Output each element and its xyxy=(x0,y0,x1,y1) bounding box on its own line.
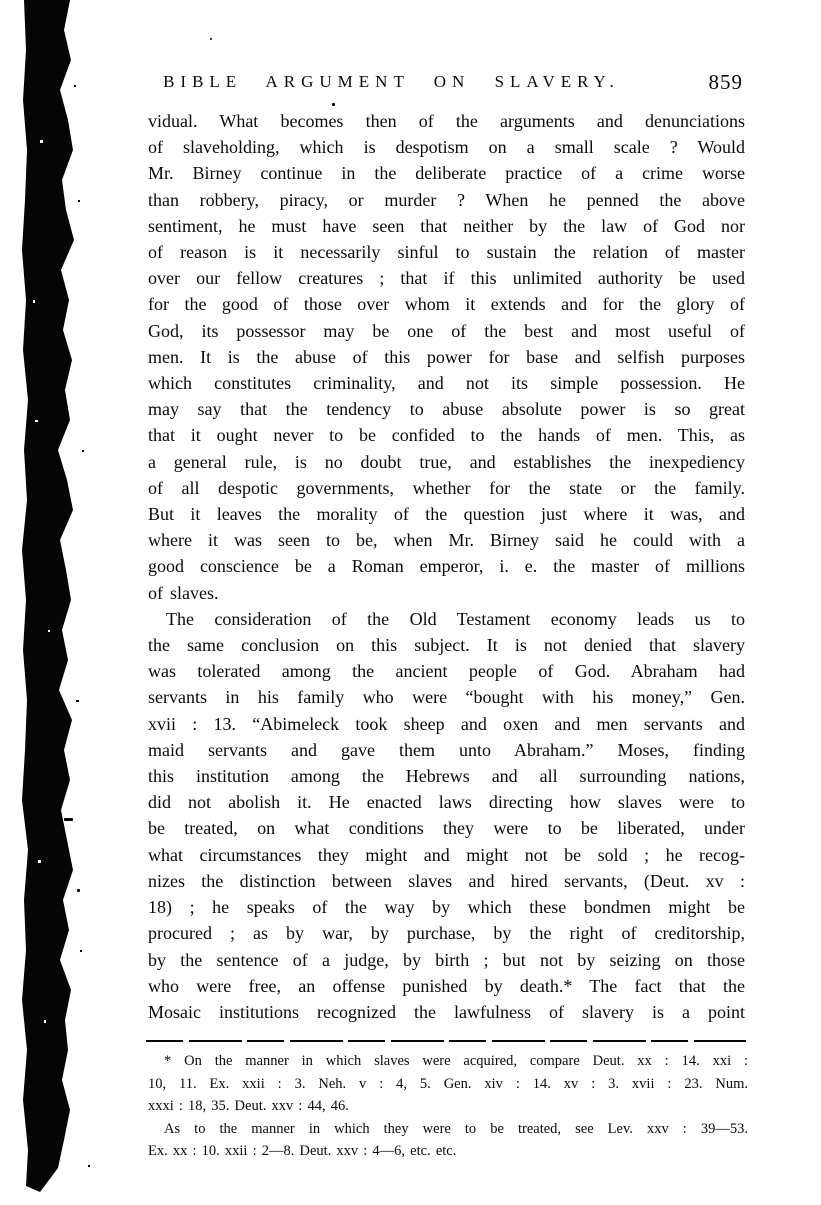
text-line: this institution among the Hebrews and all surrounding nations, xyxy=(148,766,745,787)
text-line: may say that the tendency to abuse absolute power is so great xyxy=(148,399,745,420)
text-line: for the good of those over whom it extends and for the glory of xyxy=(148,294,745,315)
text-line: procured ; as by war, by purchase, by the right of creditorship, xyxy=(148,923,745,944)
text-line: of reason is it necessarily sinful to sustain the relation of master xyxy=(148,242,745,263)
text-line: over our fellow creatures ; that if this unlimited authority be used xyxy=(148,268,745,289)
binding-gutter-shadow xyxy=(0,0,110,1200)
text-line: The consideration of the Old Testament economy leads us to xyxy=(166,608,745,629)
text-line: by the sentence of a judge, by birth ; but not by seizing on those xyxy=(148,949,745,970)
text-line: God, its possessor may be one of the best and most useful of xyxy=(148,320,745,341)
footnote-block xyxy=(148,1050,748,1163)
paragraph-old-testament xyxy=(148,606,745,1025)
scan-noise xyxy=(332,103,335,106)
text-line: 10, 11. Ex. xxii : 3. Neh. v : 4, 5. Gen. xiv : 14. xv : 3. xvii : 23. Num. xyxy=(148,1075,748,1092)
running-head xyxy=(148,70,745,96)
text-line: that it ought never to be confided to the hands of men. This, as xyxy=(148,425,745,446)
text-line: 18) ; he speaks of the way by which these bondmen might be xyxy=(148,897,745,918)
footnote-treated xyxy=(148,1118,748,1163)
text-line: vidual. What becomes then of the arguments and denunciations xyxy=(148,111,745,131)
body-text-column xyxy=(148,108,745,1025)
text-line: servants in his family who were “bought with his money,” Gen. xyxy=(148,687,745,708)
page-title: BIBLE ARGUMENT ON SLAVERY. xyxy=(163,72,620,91)
text-line: good conscience be a Roman emperor, i. e. the master of millions xyxy=(148,556,745,577)
text-line: was tolerated among the ancient people of God. Abraham had xyxy=(148,661,745,682)
text-line: of slaves. xyxy=(148,582,219,603)
text-line: what circumstances they might and might not be sold ; he recog- xyxy=(148,844,745,865)
text-line: of all despotic governments, whether for the state or the family. xyxy=(148,477,745,498)
page-number: 859 xyxy=(708,70,743,94)
text-line: did not abolish it. He enacted laws directing how slaves were to xyxy=(148,792,745,813)
scan-noise xyxy=(77,889,80,892)
text-line: be treated, on what conditions they were to be liberated, under xyxy=(148,818,745,839)
text-line: xxxi : 18, 35. Deut. xxv : 44, 46. xyxy=(148,1098,349,1115)
scan-noise xyxy=(64,818,73,821)
text-line: men. It is the abuse of this power for base and selfish purposes xyxy=(148,346,745,367)
text-line: who were free, an offense punished by death.* The fact that the xyxy=(148,975,745,996)
text-line: where it was seen to be, when Mr. Birney said he could with a xyxy=(148,530,745,551)
footnote-acquired xyxy=(148,1050,748,1118)
text-line: which constitutes criminality, and not its simple possession. He xyxy=(148,373,745,394)
footnote-divider xyxy=(146,1040,746,1042)
text-line: than robbery, piracy, or murder ? When he penned the above xyxy=(148,189,745,210)
text-line: Mosaic institutions recognized the lawfulness of slavery is a point xyxy=(148,1001,745,1022)
text-line: a general rule, is no doubt true, and establishes the inexpediency xyxy=(148,451,745,472)
paragraph-continuation xyxy=(148,108,745,606)
scan-noise xyxy=(210,38,212,40)
text-line: As to the manner in which they were to be treated, see Lev. xxv : 39—53. xyxy=(164,1120,748,1137)
text-line: of slaveholding, which is despotism on a small scale ? Would xyxy=(148,137,745,158)
text-line: But it leaves the morality of the question just where it was, and xyxy=(148,504,745,525)
text-line: xvii : 13. “Abimeleck took sheep and oxen and men servants and xyxy=(148,713,745,734)
text-line: Mr. Birney continue in the deliberate practice of a crime worse xyxy=(148,163,745,184)
text-line: * On the manner in which slaves were acquired, compare Deut. xx : 14. xxi : xyxy=(164,1053,748,1069)
text-line: Ex. xx : 10. xxii : 2—8. Deut. xxv : 4—6, etc. etc. xyxy=(148,1143,457,1160)
text-line: sentiment, he must have seen that neither by the law of God nor xyxy=(148,215,745,236)
text-line: the same conclusion on this subject. It is not denied that slavery xyxy=(148,635,745,656)
text-line: nizes the distinction between slaves and hired servants, (Deut. xv : xyxy=(148,870,745,891)
text-line: maid servants and gave them unto Abraham.” Moses, finding xyxy=(148,739,745,760)
